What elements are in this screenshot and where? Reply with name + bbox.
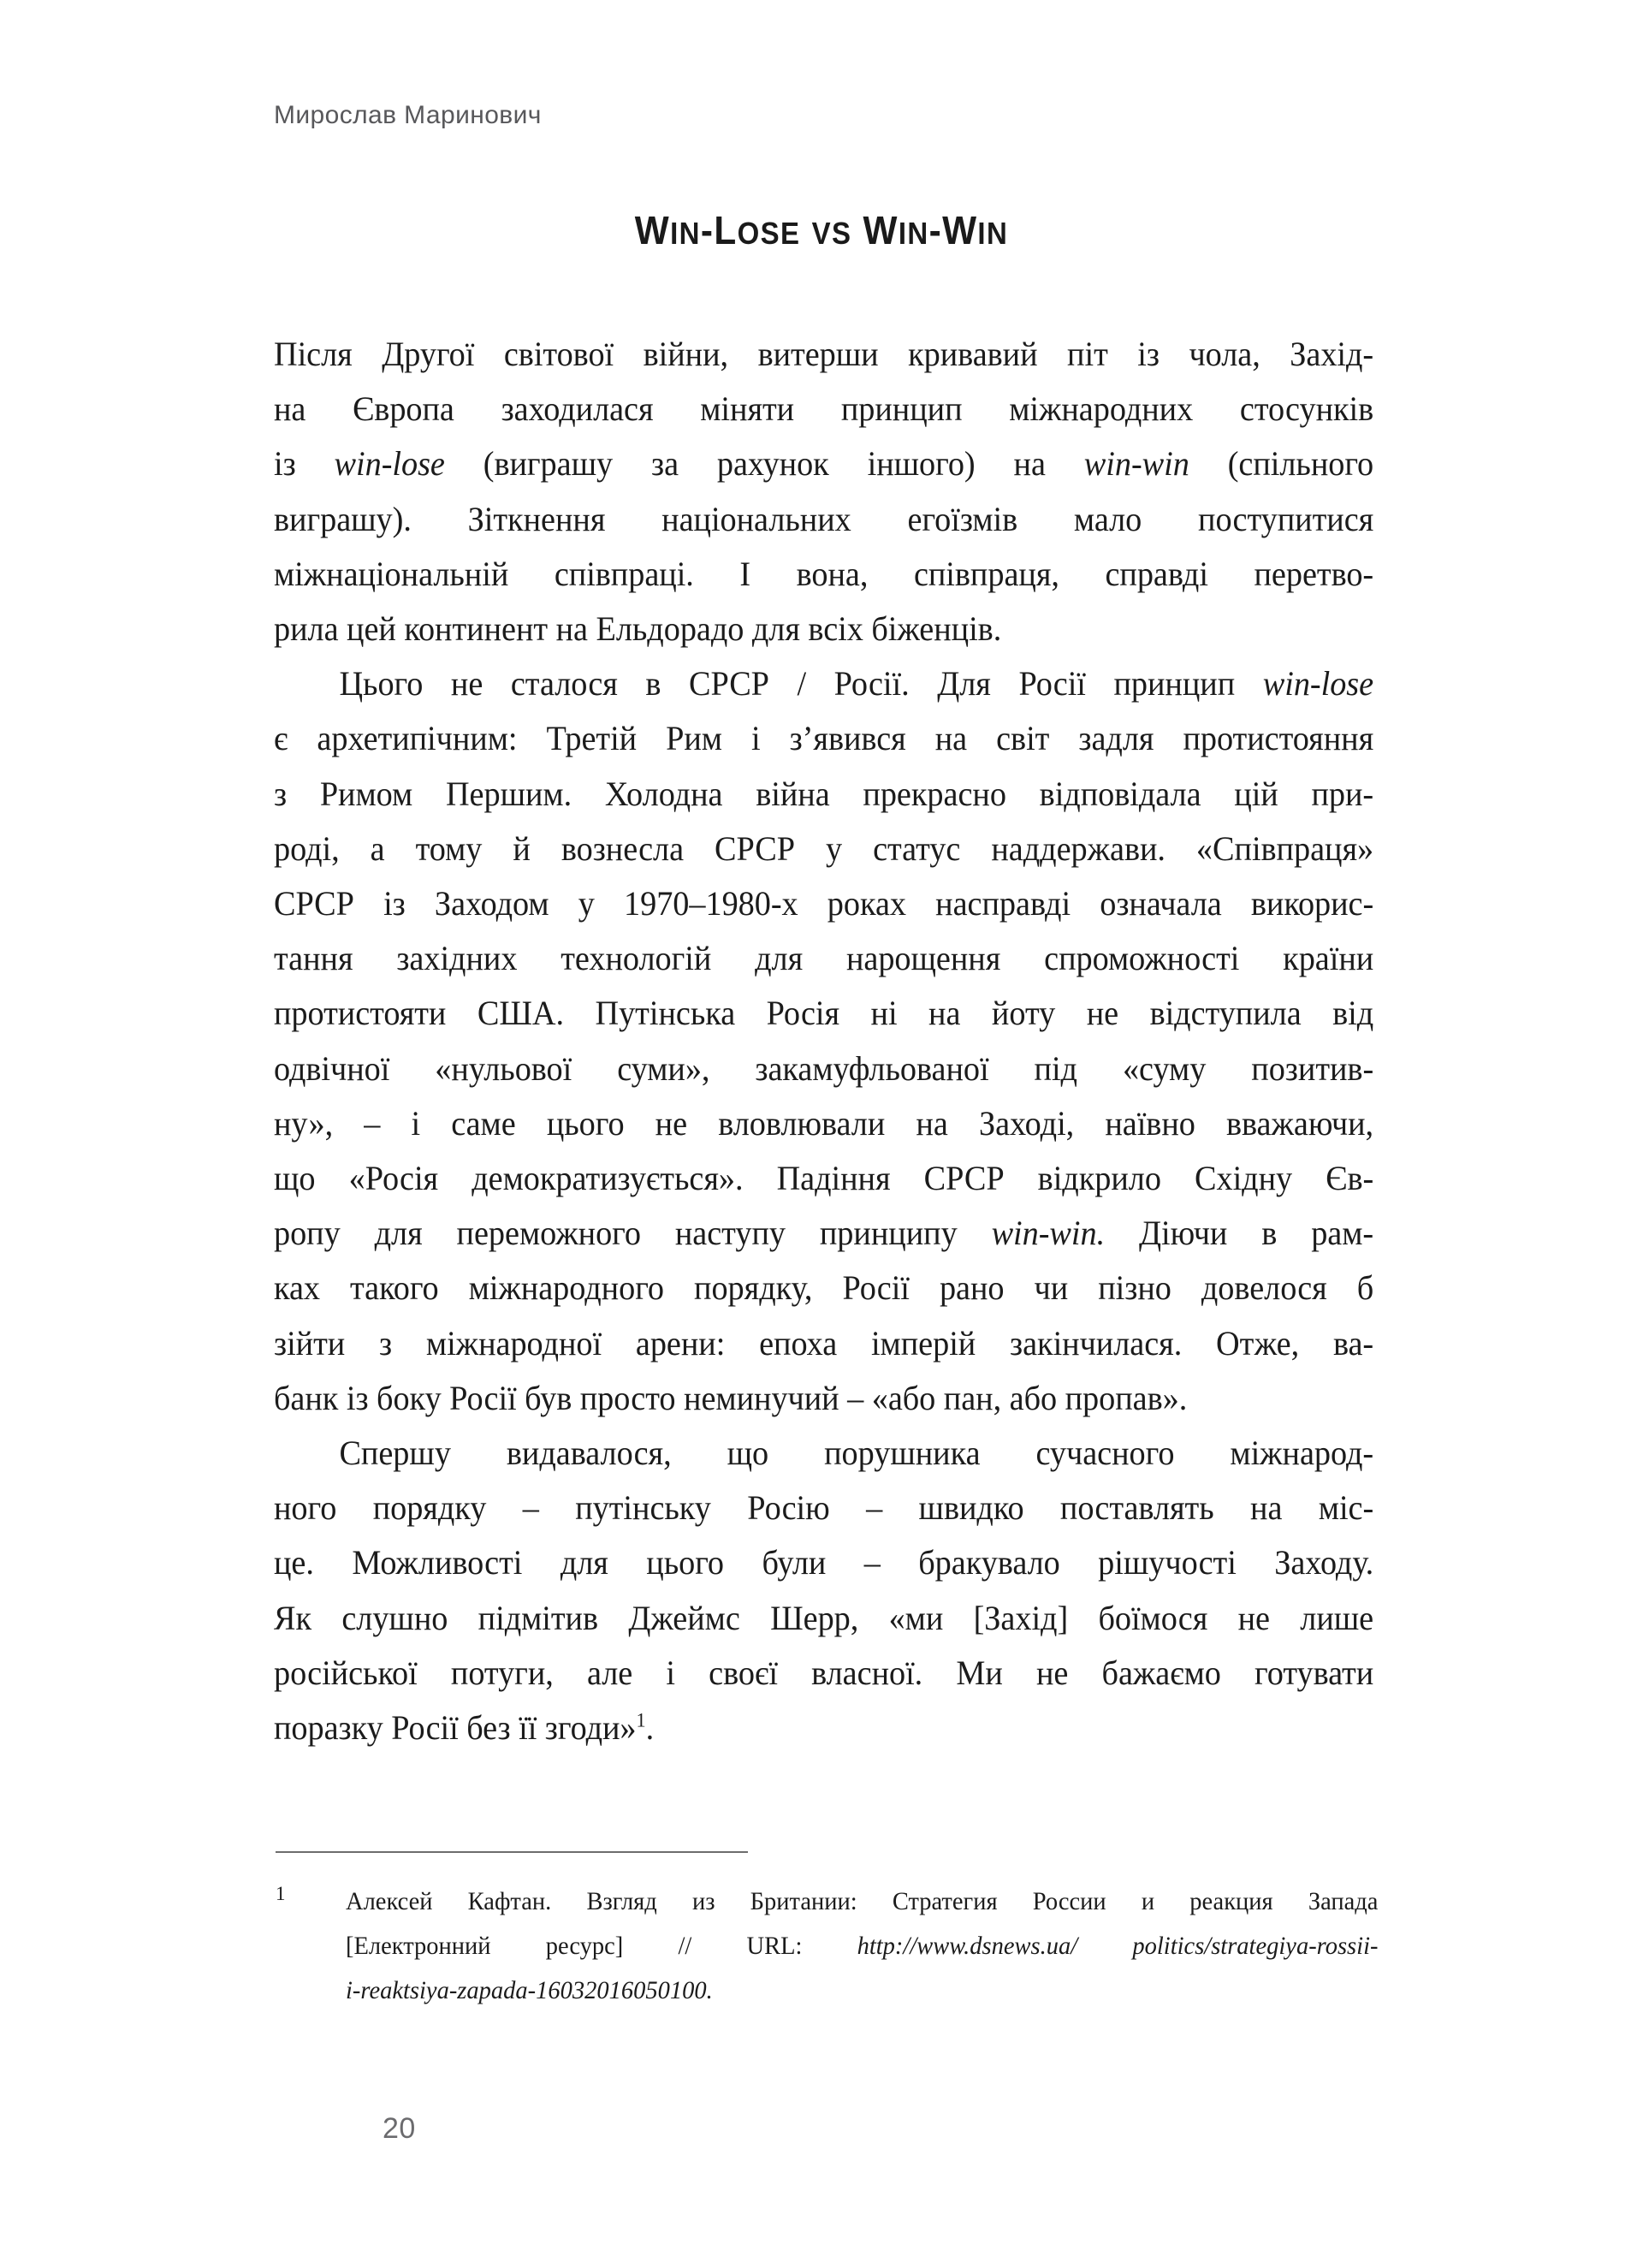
word: Росії — [842, 1268, 910, 1308]
word: ропу — [274, 1214, 341, 1253]
word: из — [691, 1887, 715, 1915]
word: швидко — [918, 1488, 1024, 1528]
word: позитив- — [1251, 1048, 1374, 1088]
word: демократизується». — [472, 1159, 744, 1198]
word: міжнарод- — [1230, 1434, 1374, 1473]
text-line — [274, 711, 1373, 766]
footnote — [276, 1879, 1379, 2013]
word: довелося — [1201, 1268, 1327, 1308]
word: «нульової — [435, 1048, 572, 1088]
word: США. — [477, 994, 565, 1033]
word: виграшу). — [274, 499, 412, 538]
word: Отже, — [1216, 1323, 1300, 1363]
word: на — [928, 994, 961, 1033]
word: на — [1250, 1488, 1283, 1528]
word: Падіння — [776, 1159, 891, 1198]
word: реакция — [1189, 1887, 1273, 1915]
word: ресурс] — [545, 1932, 624, 1960]
word: на — [916, 1103, 948, 1143]
word: прекрасно — [863, 774, 1006, 813]
word: не — [1237, 1598, 1270, 1637]
word: означала — [1100, 884, 1222, 923]
word: сталося — [510, 664, 618, 704]
text-line — [274, 876, 1373, 931]
word: Джеймс — [628, 1598, 740, 1637]
text-line — [274, 1535, 1373, 1590]
word: нарощення — [845, 939, 1001, 978]
word: протистояти — [274, 994, 447, 1033]
text-line — [274, 382, 1373, 436]
word: б — [1356, 1268, 1374, 1308]
word: win-win — [1083, 444, 1189, 484]
word: «суму — [1122, 1048, 1207, 1088]
word: стосунків — [1239, 389, 1374, 429]
word: вона, — [796, 554, 869, 593]
text-line — [274, 492, 1373, 547]
word: принципу — [819, 1214, 958, 1253]
word: відповідала — [1039, 774, 1201, 813]
word: з’явився — [789, 719, 906, 758]
word: цього — [646, 1543, 725, 1582]
word: Зіткнення — [467, 499, 606, 538]
word: чола, — [1189, 335, 1260, 373]
word: міжнародного — [468, 1268, 664, 1308]
word: «Росія — [348, 1159, 439, 1198]
word: наступу — [674, 1214, 786, 1253]
word: сучасного — [1035, 1434, 1175, 1473]
word: епоха — [759, 1323, 838, 1363]
word: Росія — [766, 994, 840, 1033]
word: відступила — [1149, 994, 1302, 1033]
word: Рим — [666, 719, 722, 758]
word: принцип — [1113, 664, 1236, 704]
word: за — [651, 444, 679, 484]
title-segment: -W — [928, 208, 978, 252]
word: «Співпраця» — [1195, 828, 1374, 868]
word: і — [411, 1103, 421, 1143]
word: чи — [1034, 1268, 1069, 1308]
word: одвічної — [274, 1048, 390, 1088]
word: війни, — [643, 335, 729, 373]
word: мало — [1073, 499, 1142, 538]
word: технологій — [561, 939, 712, 978]
word: справді — [1105, 554, 1208, 593]
text-line — [274, 986, 1373, 1041]
title-segment: IN — [898, 217, 929, 251]
word: ні — [870, 994, 898, 1033]
word: з — [274, 774, 288, 813]
word: Цього — [274, 664, 424, 704]
word: принцип — [840, 389, 963, 429]
text-line: рила цей континент на Ельдорадо для всіх біженців. — [274, 609, 1002, 649]
word: статус — [873, 828, 961, 868]
page-number: 20 — [383, 2112, 416, 2145]
title-segment: -L — [700, 208, 738, 252]
word: що — [727, 1434, 769, 1473]
word: тання — [274, 939, 353, 978]
word: СРСР — [274, 884, 354, 923]
word: Спершу — [274, 1434, 451, 1473]
word: ного — [274, 1488, 337, 1528]
word: роках — [827, 884, 906, 923]
footnote-reference[interactable]: 1 — [636, 1709, 646, 1732]
footnote-body — [346, 1879, 1379, 2013]
word: не — [1035, 1653, 1069, 1692]
word: [Електронний — [346, 1932, 491, 1960]
word: http://www.dsnews.ua/ — [857, 1932, 1078, 1960]
word: Росії. — [833, 664, 910, 704]
text-line — [274, 1426, 1373, 1481]
word: Діючи — [1139, 1214, 1228, 1253]
word: Для — [937, 664, 991, 704]
text-line — [274, 327, 1373, 382]
word: архетипічним: — [317, 719, 518, 758]
word: і — [751, 719, 761, 758]
paragraph — [274, 327, 1373, 656]
footnote-line — [346, 1968, 1328, 2013]
word: йоту — [991, 994, 1056, 1033]
word: російської — [274, 1653, 418, 1692]
text-line — [274, 1481, 1373, 1535]
text-line — [274, 1096, 1373, 1151]
word: (спільного — [1227, 444, 1374, 484]
word: Росію — [747, 1488, 830, 1528]
word: такого — [350, 1268, 439, 1308]
word: співпраця, — [913, 554, 1059, 593]
title-segment — [800, 208, 811, 252]
word: від — [1332, 994, 1374, 1033]
word: / — [797, 664, 807, 704]
word: Путінська — [595, 994, 736, 1033]
word: у — [825, 828, 843, 868]
word: із — [383, 884, 406, 923]
word: переможного — [456, 1214, 641, 1253]
word: России — [1032, 1887, 1106, 1915]
word: Заходом — [434, 884, 549, 923]
word: порядку, — [694, 1268, 813, 1308]
word: 1970–1980-х — [624, 884, 798, 923]
footnote-separator-rule — [276, 1851, 748, 1853]
word: готувати — [1254, 1653, 1374, 1692]
word: Після — [274, 335, 353, 373]
word: в — [645, 664, 661, 704]
word: – — [522, 1488, 539, 1528]
word: слушно — [341, 1598, 448, 1637]
word: рам- — [1311, 1214, 1374, 1253]
title-segment: IN — [977, 217, 1009, 251]
word: Запада — [1308, 1887, 1379, 1915]
word: на — [274, 389, 306, 429]
word: Можливості — [352, 1543, 523, 1582]
word: URL: — [746, 1932, 803, 1960]
word: ках — [274, 1268, 320, 1308]
word: путінську — [575, 1488, 711, 1528]
word: були — [762, 1543, 827, 1582]
word: не — [655, 1103, 688, 1143]
word: Взгляд — [586, 1887, 657, 1915]
word: міжнародних — [1009, 389, 1194, 429]
word: для — [560, 1543, 608, 1582]
word: у — [578, 884, 595, 923]
word: Заході, — [978, 1103, 1075, 1143]
word: вознесла — [561, 828, 685, 868]
word: І — [739, 554, 751, 593]
word: Як — [274, 1598, 312, 1637]
chapter-title-text — [635, 208, 1008, 252]
word: рано — [939, 1268, 1005, 1308]
word: заходилася — [501, 389, 654, 429]
title-segment: W — [634, 208, 671, 252]
text-line — [274, 1591, 1373, 1646]
paragraph — [274, 656, 1373, 1426]
word: країни — [1283, 939, 1374, 978]
word: – — [364, 1103, 381, 1143]
word: суми», — [617, 1048, 710, 1088]
word: рішучості — [1098, 1543, 1237, 1582]
word: Кафтан. — [467, 1887, 552, 1915]
word: Британии: — [750, 1887, 857, 1915]
word: роді, — [274, 828, 340, 868]
word: іншого) — [867, 444, 976, 484]
text-line: банк із боку Росії був просто неминучий – «або пан, або пропав». — [274, 1378, 1188, 1417]
text-line — [274, 1261, 1373, 1315]
word: – — [866, 1488, 883, 1528]
text-line — [274, 767, 1373, 822]
word: win-lose — [334, 444, 445, 484]
word: [Захід] — [973, 1598, 1069, 1637]
paragraph — [274, 1426, 1373, 1755]
word: Холодна — [604, 774, 723, 813]
title-segment: OSE — [737, 217, 801, 251]
word: win-lose — [1262, 664, 1374, 704]
text-line — [274, 1646, 1373, 1701]
word: кривавий — [908, 335, 1038, 373]
word: СРСР — [689, 664, 769, 704]
word: для — [374, 1214, 423, 1253]
word: з — [379, 1323, 393, 1363]
running-head-author: Мирослав Маринович — [274, 101, 542, 129]
word: Третій — [546, 719, 638, 758]
footnote-url: i-reaktsiya-zapada-16032016050100. — [346, 1976, 713, 2004]
word: боїмося — [1098, 1598, 1208, 1637]
word: піт — [1067, 335, 1108, 373]
word: власної. — [811, 1653, 923, 1692]
word: а — [370, 828, 385, 868]
word: – — [863, 1543, 881, 1582]
word: пізно — [1098, 1268, 1171, 1308]
word: задля — [1078, 719, 1154, 758]
word: win-win. — [991, 1214, 1106, 1253]
word: СРСР — [923, 1159, 1005, 1198]
word: міжнаціональній — [274, 554, 509, 593]
word: арени: — [635, 1323, 726, 1363]
text-line — [274, 931, 1373, 986]
word: ва- — [1332, 1323, 1374, 1363]
text-line — [274, 1151, 1373, 1206]
word: наддержави. — [991, 828, 1166, 868]
word: зійти — [274, 1323, 346, 1363]
text-line — [274, 547, 1373, 602]
word: потуги, — [450, 1653, 554, 1692]
title-segment: VS — [811, 217, 852, 251]
footnote-line — [346, 1924, 1379, 1968]
title-segment: W — [851, 208, 899, 252]
word: бракувало — [918, 1543, 1060, 1582]
word: Заходу. — [1274, 1543, 1374, 1582]
word: спроможності — [1044, 939, 1240, 978]
word: із — [274, 444, 296, 484]
word: «ми — [888, 1598, 944, 1637]
word: Європа — [353, 389, 454, 429]
word: вважаючи, — [1226, 1103, 1374, 1143]
word: егоїзмів — [907, 499, 1018, 538]
word: підмітив — [477, 1598, 599, 1637]
word: закамуфльованої — [755, 1048, 989, 1088]
word: для — [755, 939, 804, 978]
word: відкрило — [1037, 1159, 1161, 1198]
word: під — [1034, 1048, 1077, 1088]
word: і — [666, 1653, 676, 1692]
word: світ — [996, 719, 1050, 758]
word: Ми — [956, 1653, 1003, 1692]
word: закінчилася. — [1010, 1323, 1183, 1363]
word: поставлять — [1059, 1488, 1214, 1528]
title-segment: IN — [670, 217, 701, 251]
word: в — [1261, 1214, 1278, 1253]
word: порядку — [372, 1488, 487, 1528]
body-text — [274, 327, 1373, 1755]
word: це. — [274, 1543, 314, 1582]
footnote-line — [346, 1879, 1379, 1924]
text-line — [274, 1042, 1373, 1096]
word: Захід- — [1290, 335, 1374, 373]
word: міжнародної — [425, 1323, 602, 1363]
page-title — [317, 207, 1326, 253]
word: своєї — [709, 1653, 778, 1692]
word: викорис- — [1250, 884, 1374, 923]
word: світової — [503, 335, 614, 373]
word: Алексей — [346, 1887, 433, 1915]
word: західних — [396, 939, 518, 978]
text-line — [274, 656, 1373, 711]
word: Єв- — [1326, 1159, 1374, 1198]
word: СРСР — [715, 828, 795, 868]
word: бажаємо — [1101, 1653, 1221, 1692]
word: не — [450, 664, 483, 704]
word: Другої — [382, 335, 475, 373]
word: вловлювали — [718, 1103, 886, 1143]
word: рахунок — [716, 444, 829, 484]
word: наївно — [1105, 1103, 1195, 1143]
word: й — [513, 828, 531, 868]
word: Стратегия — [892, 1887, 998, 1915]
word: на — [934, 719, 968, 758]
word: лише — [1300, 1598, 1374, 1637]
word: є — [274, 719, 288, 758]
word: витерши — [757, 335, 879, 373]
word: національних — [661, 499, 851, 538]
word: міняти — [700, 389, 795, 429]
word: ну», — [274, 1103, 334, 1143]
text-line — [274, 1206, 1373, 1261]
word: politics/strategiya-rossii- — [1132, 1932, 1379, 1960]
word: цього — [546, 1103, 625, 1143]
word: (виграшу — [483, 444, 614, 484]
word: що — [274, 1159, 316, 1198]
footnote-marker: 1 — [276, 1883, 286, 1904]
word: Першим. — [445, 774, 572, 813]
word: Шерр, — [770, 1598, 859, 1637]
word: насправді — [935, 884, 1071, 923]
text-line: поразку Росії без її згоди»$^1$. — [274, 1708, 655, 1748]
word: видавалося, — [506, 1434, 672, 1473]
word: цій — [1234, 774, 1278, 813]
word: війна — [756, 774, 830, 813]
word: із — [1137, 335, 1160, 373]
word: співпраці. — [554, 554, 694, 593]
word: // — [678, 1932, 692, 1960]
word: и — [1141, 1887, 1155, 1915]
word: тому — [415, 828, 483, 868]
word: імперій — [870, 1323, 976, 1363]
text-line — [274, 822, 1373, 876]
word: на — [1013, 444, 1046, 484]
word: протистояння — [1183, 719, 1374, 758]
word: Росії — [1018, 664, 1086, 704]
word: саме — [451, 1103, 516, 1143]
word: поступитися — [1198, 499, 1374, 538]
word: перетво- — [1254, 554, 1374, 593]
text-line — [274, 436, 1373, 491]
word: міс- — [1318, 1488, 1374, 1528]
text-line — [274, 1316, 1373, 1371]
word: Римом — [319, 774, 413, 813]
word: не — [1086, 994, 1119, 1033]
word: порушника — [824, 1434, 981, 1473]
word: Східну — [1195, 1159, 1293, 1198]
word: при- — [1311, 774, 1374, 813]
word: але — [586, 1653, 633, 1692]
